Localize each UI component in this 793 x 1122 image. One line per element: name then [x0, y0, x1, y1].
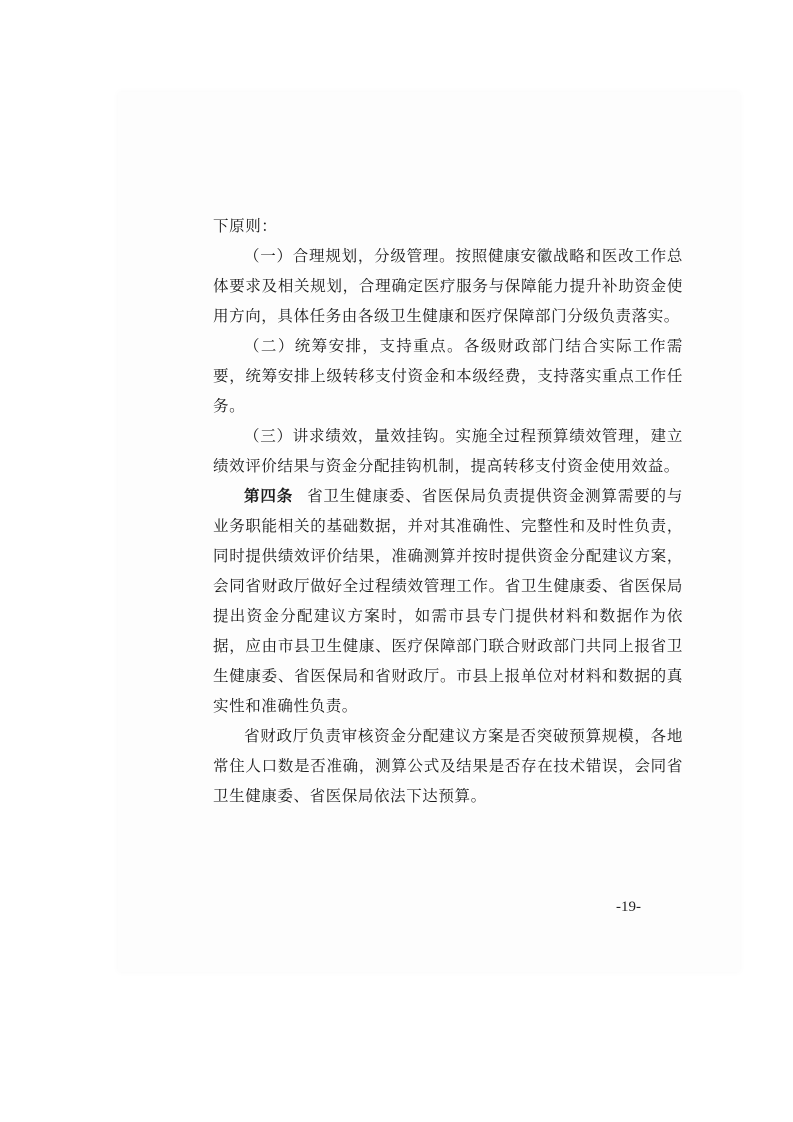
article-4 [213, 481, 683, 721]
intro-line: 下原则： [213, 217, 278, 235]
principle-1: （一）合理规划，分级管理。按照健康安徽战略和医改工作总体要求及相关规划，合理确定医疗服务与保障能力提升补助资金使用方向，具体任务由各级卫生健康和医疗保障部门分级负责落实。 [213, 247, 683, 325]
principle-3: （三）讲求绩效，量效挂钩。实施全过程预算绩效管理，建立绩效评价结果与资金分配挂钩机制，提高转移支付资金使用效益。 [213, 427, 683, 475]
article-4-heading: 第四条 [244, 486, 294, 505]
closing-paragraph: 省财政厅负责审核资金分配建议方案是否突破预算规模，各地常住人口数是否准确，测算公式及结果是否存在技术错误，会同省卫生健康委、省医保局依法下达预算。 [213, 727, 683, 805]
principle-2: （二）统筹安排，支持重点。各级财政部门结合实际工作需要，统筹安排上级转移支付资金和本级经费，支持落实重点工作任务。 [213, 337, 683, 415]
article-4-text: 省卫生健康委、省医保局负责提供资金测算需要的与业务职能相关的基础数据，并对其准确性、完整性和及时性负责，同时提供绩效评价结果，准确测算并按时提供资金分配建议方案，会同省财政厅做好全过程绩效管理工作。省卫生健康委、省医保局提出资金分配建议方案时，如需市县专门提供材料和数据作为依据，应由市县卫生健康、医疗保障部门联合财政部门共同上报省卫生健康委、省医保局和省财政厅。市县上报单位对材料和数据的真实性和准确性负责。 [213, 487, 683, 715]
document-body [213, 211, 683, 811]
page-number: -19- [616, 899, 641, 915]
